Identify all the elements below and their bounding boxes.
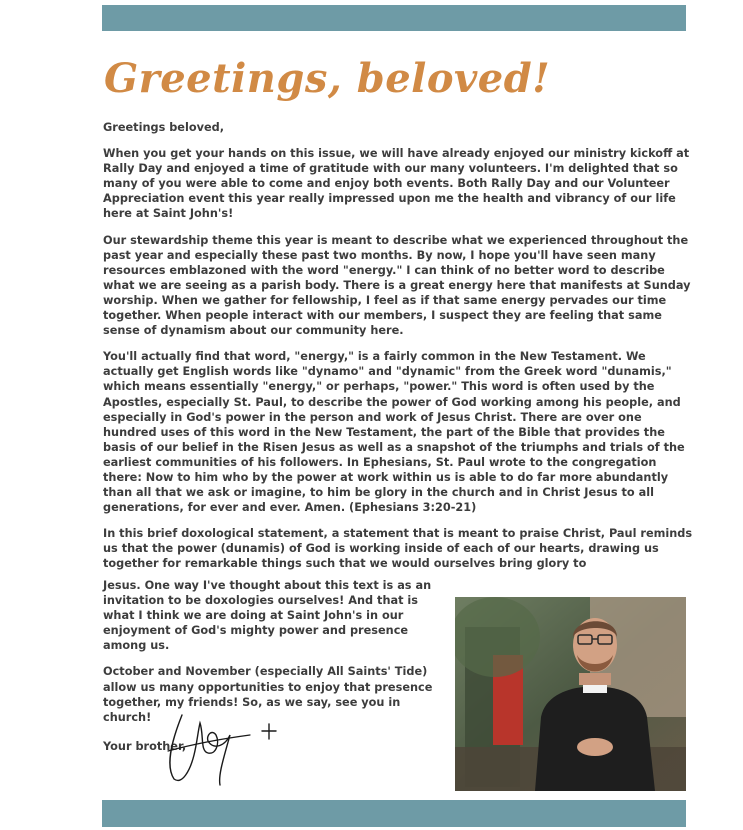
- paragraph-4: In this brief doxological statement, a statement that is meant to praise Christ, Paul reminds us that the power (dunamis) of God is working inside of each of our hearts, drawing us together for remarkable things such that we would ourselves bring glory to: [103, 527, 693, 571]
- paragraph-3: You'll actually find that word, "energy," is a fairly common in the New Testament. We actually get English words like "dynamo" and "dynamic" from the Greek word "dunamis," which means essentially "energy," or perhaps, "power." This word is often used by the Apostles, especially St. Paul, to describe the power of God working among his people, and especially in God's power in the person and work of Jesus Christ. There are over one hundred uses of this word in the New Testament, the part of the Bible that provides the basis of our belief in the Risen Jesus as well as a snapshot of the triumphs and trials of the earliest communities of his followers. In Ephesians, St. Paul wrote to the congregation there: Now to him who by the power at work within us is able to do far more abundantly than all that we ask or imagine, to him be glory in the church and in Christ Jesus to all generations, for ever and ever. Amen. (Ephesians 3:20-21): [103, 350, 685, 515]
- salutation: Greetings beloved,: [103, 121, 225, 134]
- closing: Your brother,: [103, 739, 187, 753]
- signature: [160, 705, 290, 787]
- paragraph-5: October and November (especially All Saints' Tide) allow us many opportunities to enjoy that presence together, my friends! So, as we say, see you in church!: [103, 665, 433, 724]
- paragraph-1: When you get your hands on this issue, we will have already enjoyed our ministry kickoff at Rally Day and enjoyed a time of gratitude with our many volunteers. I'm delighted that so many of you were able to come and enjoy both events. Both Rally Day and our Volunteer Appreciation event this year really impressed upon me the health and vibrancy of our life here at Saint John's!: [103, 147, 690, 221]
- letter-body: [103, 120, 693, 572]
- paragraph-2: Our stewardship theme this year is meant to describe what we experienced throughout the past year and especially these past two months. By now, I hope you'll have seen many resources emblazoned with the word "energy." I can think of no better word to describe what we are seeing as a parish body. There is a great energy here that manifests at Sunday worship. When we gather for fellowship, I feel as if that same energy pervades our time together. When people interact with our members, I suspect they are feeling that same sense of dynamism about our community here.: [103, 233, 691, 338]
- page-heading: Greetings, beloved!: [104, 55, 551, 102]
- bottom-banner: [102, 800, 686, 827]
- pastor-photo: [455, 597, 686, 791]
- top-banner: [102, 5, 686, 31]
- paragraph-4-tail: Jesus. One way I've thought about this text is as an invitation to be doxologies ourselves! And that is what I think we are doing at Saint John's in our enjoyment of God's mighty power and presence among us.: [103, 579, 432, 653]
